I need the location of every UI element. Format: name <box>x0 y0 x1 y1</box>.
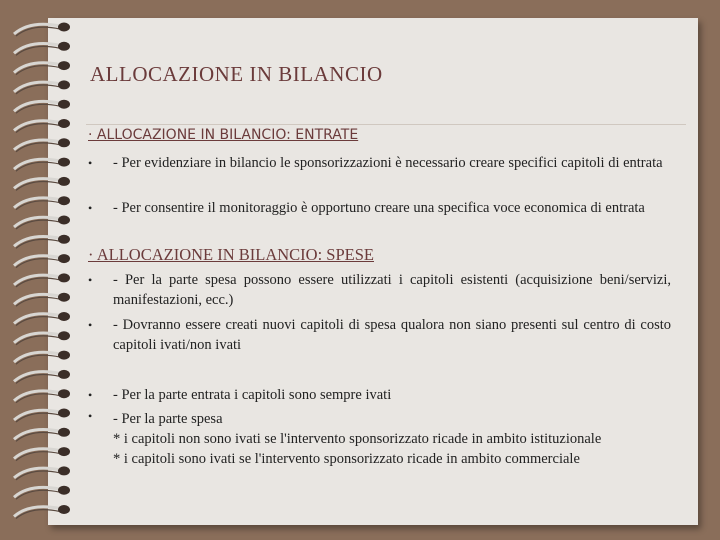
title-divider <box>86 124 686 125</box>
ring-hole <box>58 100 70 109</box>
bullet-marker: • <box>88 273 93 287</box>
bullet-item: - Per la parte entrata i capitoli sono sempre ivati <box>113 387 392 403</box>
ring-hole <box>58 216 70 225</box>
ring-hole <box>58 119 70 128</box>
ring-hole <box>58 486 70 495</box>
ring-hole <box>58 177 70 186</box>
bullet-marker: • <box>88 156 93 170</box>
ring-hole <box>58 428 70 437</box>
bullet-item: - Per la parte spesa possono essere utilizzati i capitoli esistenti (acquisizione beni/servizi, manifestazioni, ecc.) <box>113 272 671 308</box>
bullet-item: - Dovranno essere creati nuovi capitoli di spesa qualora non siano presenti sul centro di costo capitoli ivati/non ivati <box>113 317 671 353</box>
sub-line: * i capitoli sono ivati se l'intervento sponsorizzato ricade in ambito commerciale <box>113 451 580 467</box>
ring-hole <box>58 312 70 321</box>
bullet-marker: • <box>88 201 93 215</box>
ring-hole <box>58 235 70 244</box>
bullet-item: - Per la parte spesa <box>113 411 223 427</box>
bullet-item: - Per consentire il monitoraggio è opportuno creare una specifica voce economica di entrata <box>113 200 645 216</box>
bullet-marker: • <box>88 388 93 402</box>
ring-hole <box>58 254 70 263</box>
ring-hole <box>58 138 70 147</box>
ring-hole <box>58 409 70 418</box>
sub-line: * i capitoli non sono ivati se l'intervento sponsorizzato ricade in ambito istituzionale <box>113 431 602 447</box>
ring-hole <box>58 23 70 32</box>
bullet-marker: • <box>88 318 93 332</box>
spiral-binding <box>0 0 93 540</box>
ring-hole <box>58 351 70 360</box>
section-heading-spese: · ALLOCAZIONE IN BILANCIO: SPESE <box>88 245 374 264</box>
ring-hole <box>58 505 70 514</box>
ring-hole <box>58 80 70 89</box>
ring-hole <box>58 389 70 398</box>
ring-hole <box>58 293 70 302</box>
bullet-item: - Per evidenziare in bilancio le sponsorizzazioni è necessario creare specifici capitoli di entrata <box>113 155 663 171</box>
ring-hole <box>58 273 70 282</box>
ring-hole <box>58 196 70 205</box>
ring-hole <box>58 331 70 340</box>
slide-title: ALLOCAZIONE IN BILANCIO <box>90 62 383 86</box>
ring-hole <box>58 158 70 167</box>
bullet-marker: • <box>88 409 93 423</box>
ring-hole <box>58 61 70 70</box>
bullet-item-block <box>113 409 671 469</box>
ring-hole <box>58 447 70 456</box>
ring-hole <box>58 370 70 379</box>
section-heading-entrate: · ALLOCAZIONE IN BILANCIO: ENTRATE <box>88 127 359 143</box>
ring-hole <box>58 466 70 475</box>
ring-hole <box>58 42 70 51</box>
